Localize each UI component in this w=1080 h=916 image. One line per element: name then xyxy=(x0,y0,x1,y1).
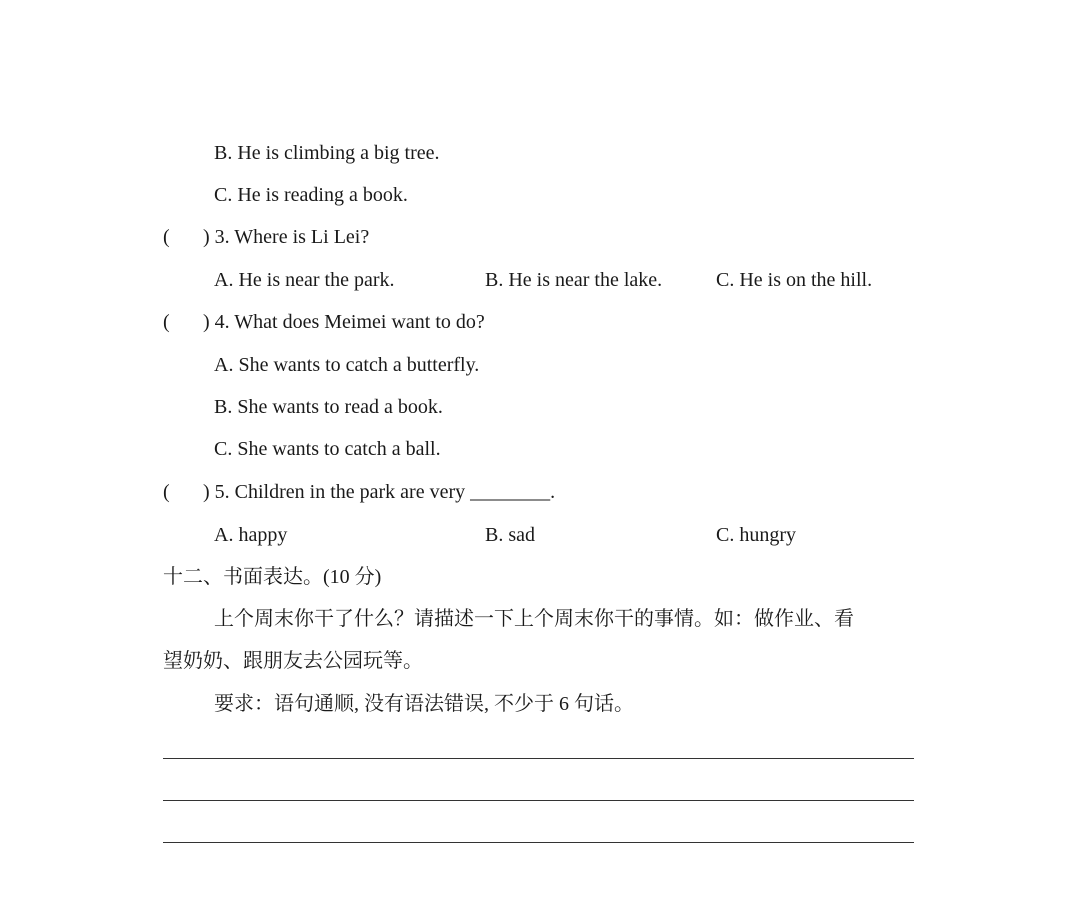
q3-option-b: B. He is near the lake. xyxy=(485,269,663,291)
q2-option-b: B. He is climbing a big tree. xyxy=(214,142,440,164)
writing-line[interactable] xyxy=(163,842,914,843)
q4-option-a: A. She wants to catch a butterfly. xyxy=(214,354,480,376)
writing-line[interactable] xyxy=(163,758,914,759)
q5-option-b: B. sad xyxy=(485,524,535,546)
q4-answer-blank[interactable]: ( xyxy=(163,311,170,333)
q3-question xyxy=(163,224,369,250)
q4-option-b: B. She wants to read a book. xyxy=(214,396,443,418)
q3-option-a: A. He is near the park. xyxy=(214,269,395,291)
q3-answer-blank[interactable]: ( xyxy=(163,226,170,248)
q4-question xyxy=(163,309,485,335)
section-12-instruction-line2: 望奶奶、跟朋友去公园玩等。 xyxy=(163,650,423,672)
q5-answer-blank[interactable]: ( xyxy=(163,481,170,503)
section-12-instruction-line1: 上个周末你干了什么？请描述一下上个周末你干的事情。如：做作业、看 xyxy=(214,608,854,630)
q2-option-c: C. He is reading a book. xyxy=(214,184,408,206)
writing-line[interactable] xyxy=(163,800,914,801)
q3-option-c: C. He is on the hill. xyxy=(716,269,873,291)
section-12-heading: 十二、书面表达。(10 分) xyxy=(163,566,382,588)
q5-question xyxy=(163,479,555,505)
q4-prompt: ) 4. What does Meimei want to do? xyxy=(203,311,485,333)
q3-prompt: ) 3. Where is Li Lei? xyxy=(203,226,370,248)
section-12-requirement: 要求：语句通顺, 没有语法错误, 不少于 6 句话。 xyxy=(214,693,634,715)
q4-option-c: C. She wants to catch a ball. xyxy=(214,438,441,460)
q5-option-c: C. hungry xyxy=(716,524,796,546)
q5-option-a: A. happy xyxy=(214,524,288,546)
q5-prompt: ) 5. Children in the park are very ________. xyxy=(203,481,556,503)
